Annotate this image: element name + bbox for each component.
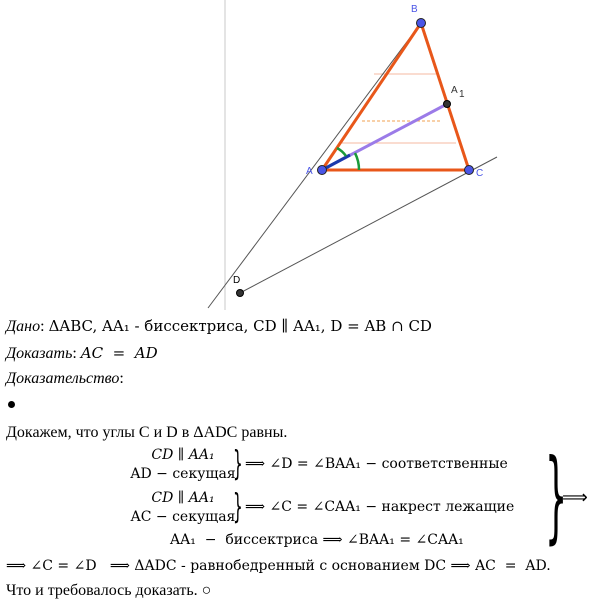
angle-arc-caa1 (355, 153, 359, 170)
label-c: C (476, 168, 484, 179)
qed-text: Что и требовалось доказать. ○ (6, 582, 212, 599)
system-implies: ⟹ (562, 487, 588, 508)
brace-row2: } (233, 487, 243, 527)
triangle-abc (322, 23, 469, 170)
point-b (417, 19, 426, 28)
row2-result-text: ⟹ ∠C = ∠CAA₁ − накрест лежащие (245, 499, 515, 515)
system-row1-cond (130, 446, 236, 484)
given-text: ΔABC, AA₁ - биссектриса, CD ∥ AA₁, D = AB ∩ CD (48, 317, 432, 335)
proof-intro-text: Докажем, что углы C и D в ΔADC равны. (6, 424, 288, 441)
point-d (237, 290, 244, 297)
point-c (465, 166, 474, 175)
system-row3 (170, 532, 464, 549)
prove-line: Доказать: AC = AD (6, 344, 158, 362)
qed-line (6, 582, 211, 600)
point-a (318, 166, 327, 175)
system-row2-cond (130, 489, 236, 527)
system-row1-result (245, 456, 508, 473)
angle-arc-baa1 (337, 148, 346, 156)
label-a: A (306, 166, 313, 177)
proof-intro (6, 424, 287, 442)
row2-parallel: CD ∥ AA₁ (151, 490, 215, 506)
conclusion-line (6, 557, 551, 575)
conclusion-text: ⟹ ∠C = ∠D ⟹ ΔADC - равнобедренный с основанием DC ⟹ AC = AD. (6, 558, 551, 574)
line-cd (238, 157, 497, 294)
line-ab-extended (208, 23, 421, 308)
row2-secant: AC − секущая (130, 509, 236, 525)
given-label: Дано (6, 318, 41, 335)
proof-heading: Доказательство: (6, 370, 124, 387)
bullet-point (8, 401, 15, 408)
brace-system: } (545, 437, 568, 554)
prove-label: Доказать (6, 345, 73, 362)
row1-parallel: CD ∥ AA₁ (151, 447, 215, 463)
prove-text: AC = AD (80, 344, 158, 362)
system-row2-result (245, 499, 514, 516)
row3-text: AA₁ − биссектриса ⟹ ∠BAA₁ = ∠CAA₁ (170, 532, 464, 548)
brace-row1: } (233, 444, 243, 484)
given-line: Дано: ΔABC, AA₁ - биссектриса, CD ∥ AA₁, D = AB ∩ CD (6, 317, 432, 335)
label-a1-sub: 1 (459, 89, 465, 100)
proof-label: Доказательство (6, 370, 120, 387)
label-d: D (233, 275, 241, 286)
row1-result-text: ⟹ ∠D = ∠BAA₁ − соответственные (245, 456, 508, 472)
point-a1 (444, 101, 451, 108)
row1-secant: AD − секущая (130, 466, 236, 482)
label-b: B (411, 4, 418, 15)
label-a1: A (451, 85, 458, 96)
